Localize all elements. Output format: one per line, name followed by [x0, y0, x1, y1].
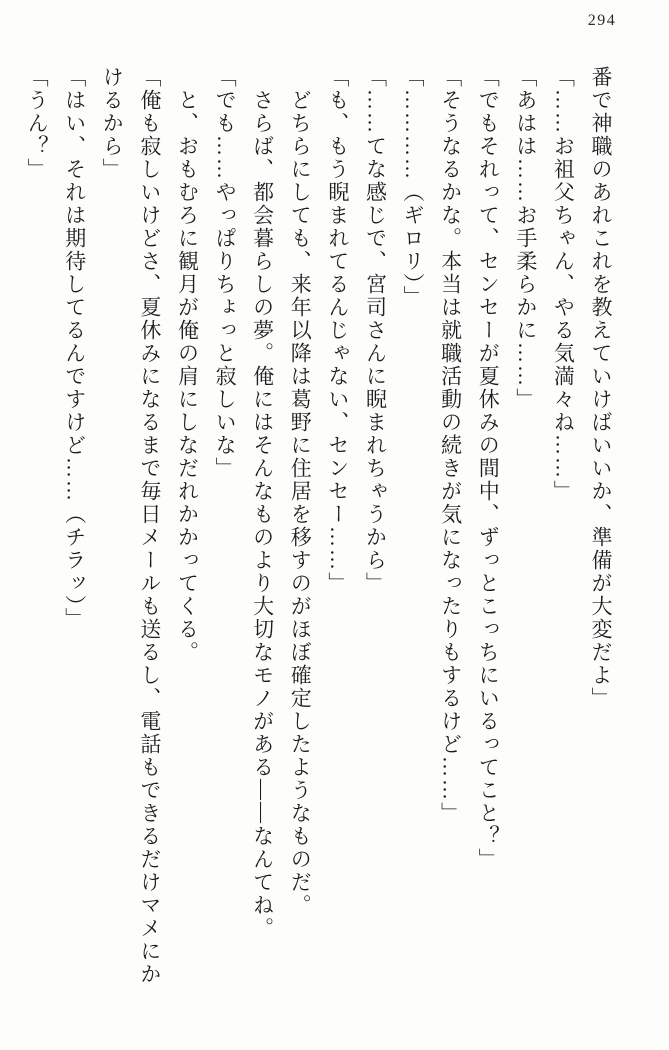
page-number: 294: [587, 12, 617, 29]
text-line-16: 「うん？」: [25, 66, 50, 181]
novel-text-body: [18, 66, 620, 998]
text-line-12: と、おもむろに観月が俺の肩にしなだれかかってくる。: [175, 89, 200, 664]
text-line-3: 「あはは……お手柔らかに……」: [513, 66, 538, 411]
text-line-6: 「…………（ギロリ）」: [401, 66, 426, 309]
text-line-4: 「でもそれって、センセーが夏休みの間中、ずっとこっちにいるってこと？」: [476, 66, 501, 871]
text-line-11: 「でも……やっぱりちょっと寂しいな」: [213, 66, 238, 480]
text-line-15: 「はい、それは期待してるんですけど……（チラッ）」: [62, 66, 87, 631]
text-line-5: 「そうなるかな。本当は就職活動の続きが気になったりもするけど……」: [438, 66, 463, 825]
text-line-2: 「……お祖父ちゃん、やる気満々ね……」: [551, 66, 576, 503]
text-line-8: 「も、もう睨まれてるんじゃない、センセー……」: [325, 66, 350, 595]
text-line-1: 番で神職のあれこれを教えていけばいいか、準備が大変だよ」: [589, 66, 613, 710]
text-line-9: どちらにしても、来年以降は葛野に住居を移すのがほぼ確定したようなものだ。: [288, 89, 313, 917]
text-line-7: 「……てな感じで、宮司さんに睨まれちゃうから」: [363, 66, 388, 595]
text-line-14: けるから」: [100, 66, 125, 181]
text-line-13: 「俺も寂しいけどさ、夏休みになるまで毎日メールも送るし、電話もできるだけマメにか: [137, 66, 162, 986]
text-line-10: さらば、都会暮らしの夢。俺にはそんなものより大切なモノがある——なんてね。: [250, 89, 275, 940]
